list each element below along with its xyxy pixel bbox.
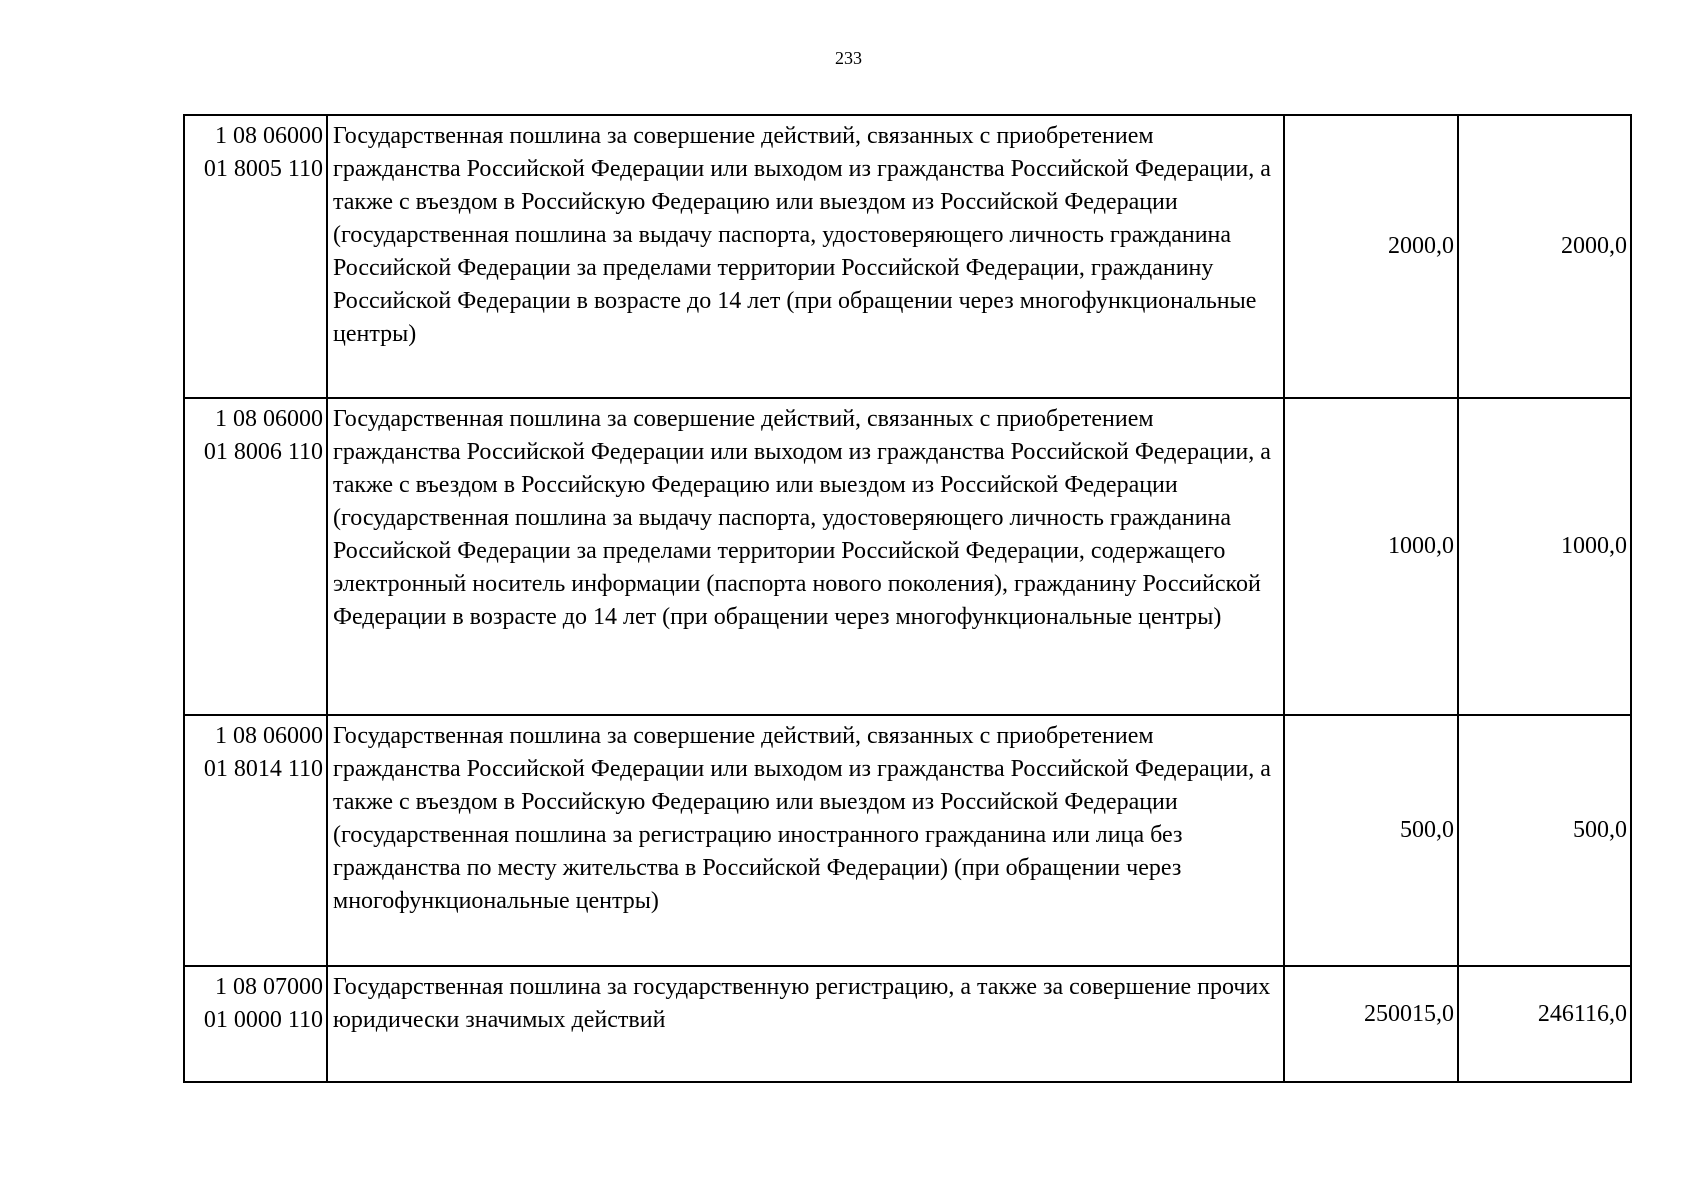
table-row (184, 715, 1631, 966)
amount-year-2-cell: 246116,0 (1458, 966, 1631, 1082)
table-row (184, 398, 1631, 715)
budget-code-cell (184, 115, 327, 398)
budget-code-cell (184, 398, 327, 715)
amount-year-2-cell: 500,0 (1458, 715, 1631, 966)
amount-year-1-cell: 250015,0 (1284, 966, 1458, 1082)
budget-code-line-2: 01 0000 110 (203, 1007, 323, 1033)
revenue-name-cell: Государственная пошлина за государственную регистрацию, а также за совершение прочих юридически значимых действий (327, 966, 1284, 1082)
amount-year-1-cell: 500,0 (1284, 715, 1458, 966)
budget-code-line-2: 01 8014 110 (203, 756, 323, 782)
budget-code-line-1: 1 08 06000 (215, 123, 323, 149)
amount-year-2-cell: 1000,0 (1458, 398, 1631, 715)
budget-code-line-1: 1 08 06000 (215, 406, 323, 432)
budget-revenue-table (183, 114, 1632, 1083)
budget-code-cell (184, 966, 327, 1082)
page-number: 233 (835, 48, 862, 68)
budget-code-line-1: 1 08 07000 (215, 974, 323, 1000)
budget-code-line-1: 1 08 06000 (215, 723, 323, 749)
budget-code-line-2: 01 8006 110 (203, 439, 323, 465)
table-row (184, 115, 1631, 398)
amount-year-1-cell: 1000,0 (1284, 398, 1458, 715)
revenue-name-cell: Государственная пошлина за совершение действий, связанных с приобретением гражданства Российской Федерации или выходом из гражданства Российской Федерации, а также с въездом в Российскую Федерацию или выездом из Российской Федерации (государственная пошлина за выдачу паспорта, удостоверяющего личность гражданина Российской Федерации за пределами территории Российской Федерации, содержащего электронный носитель информации (паспорта нового поколения), гражданину Российской Федерации в возрасте до 14 лет (при обращении через многофункциональные центры) (327, 398, 1284, 715)
budget-code-cell (184, 715, 327, 966)
amount-year-2-cell: 2000,0 (1458, 115, 1631, 398)
revenue-name-cell: Государственная пошлина за совершение действий, связанных с приобретением гражданства Российской Федерации или выходом из гражданства Российской Федерации, а также с въездом в Российскую Федерацию или выездом из Российской Федерации (государственная пошлина за регистрацию иностранного гражданина или лица без гражданства по месту жительства в Российской Федерации) (при обращении через многофункциональные центры) (327, 715, 1284, 966)
revenue-name-cell: Государственная пошлина за совершение действий, связанных с приобретением гражданства Российской Федерации или выходом из гражданства Российской Федерации, а также с въездом в Российскую Федерацию или выездом из Российской Федерации (государственная пошлина за выдачу паспорта, удостоверяющего личность гражданина Российской Федерации за пределами территории Российской Федерации, гражданину Российской Федерации в возрасте до 14 лет (при обращении через многофункциональные центры) (327, 115, 1284, 398)
budget-code-line-2: 01 8005 110 (203, 156, 323, 182)
table-row (184, 966, 1631, 1082)
amount-year-1-cell: 2000,0 (1284, 115, 1458, 398)
